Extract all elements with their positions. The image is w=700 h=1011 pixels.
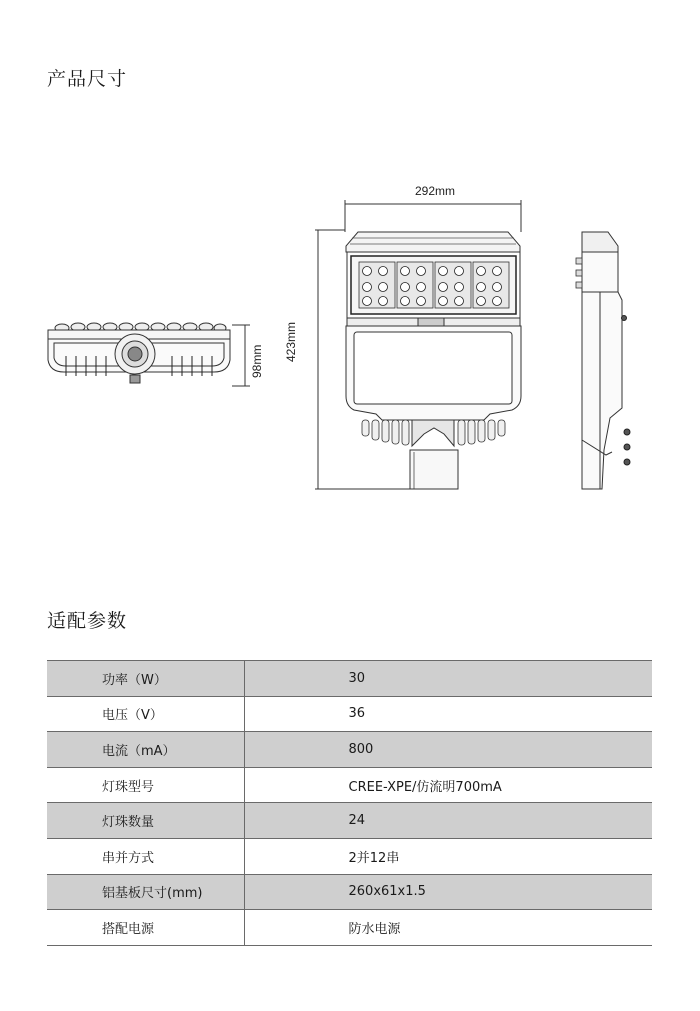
spec-value: 2并12串 <box>244 838 652 874</box>
spec-label: 灯珠数量 <box>47 803 244 839</box>
table-row <box>47 838 652 874</box>
spec-label: 功率（W） <box>47 661 244 697</box>
spec-value: CREE-XPE/仿流明700mA <box>244 767 652 803</box>
spec-value: 防水电源 <box>244 910 652 946</box>
spec-value: 30 <box>244 661 652 697</box>
spec-label: 电压（V） <box>47 696 244 732</box>
spec-label: 电流（mA） <box>47 732 244 768</box>
end-view <box>48 323 250 386</box>
spec-table <box>47 660 652 946</box>
spec-value: 800 <box>244 732 652 768</box>
spec-label: 串并方式 <box>47 838 244 874</box>
depth-dimension-label: 98mm <box>250 344 264 378</box>
width-dimension-label: 292mm <box>415 184 456 198</box>
table-row <box>47 767 652 803</box>
section-title-parameters: 适配参数 <box>47 610 128 632</box>
table-row <box>47 696 652 732</box>
spec-label: 灯珠型号 <box>47 767 244 803</box>
front-view <box>315 200 521 489</box>
table-row <box>47 874 652 910</box>
spec-label: 搭配电源 <box>47 910 244 946</box>
table-row <box>47 803 652 839</box>
spec-label: 铝基板尺寸(mm) <box>47 874 244 910</box>
table-row <box>47 732 652 768</box>
section-title-dimensions: 产品尺寸 <box>47 68 128 90</box>
spec-value: 24 <box>244 803 652 839</box>
side-profile-view <box>576 232 630 489</box>
height-dimension-label: 423mm <box>284 321 298 362</box>
table-row <box>47 910 652 946</box>
table-row <box>47 661 652 697</box>
spec-value: 36 <box>244 696 652 732</box>
spec-value: 260x61x1.5 <box>244 874 652 910</box>
